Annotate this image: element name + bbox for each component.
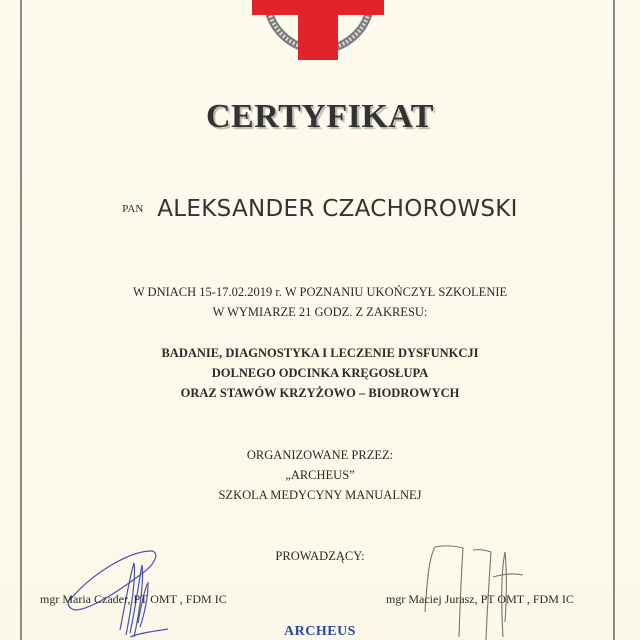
left-border-line [20,0,22,640]
body-line-2: W WYMIARZE 21 GODZ. Z ZAKRESU: [212,305,428,319]
recipient-name: ALEKSANDER CZACHOROWSKI [157,196,518,222]
archeus-cross-logo-icon [240,0,400,70]
salutation: PAN [122,203,144,215]
recipient-row [0,196,640,222]
certificate-title: CERTYFIKAT [206,98,434,135]
course-line-2: DOLNEGO ODCINKA KRĘGOSŁUPA [211,366,429,380]
instructors-label: PROWADZĄCY: [275,549,365,563]
organizer-label: ORGANIZOWANE PRZEZ: [246,448,394,462]
body-line-1: W DNIACH 15-17.02.2019 r. W POZNANIU UKOŃCZYŁ SZKOLENIE [132,285,508,299]
instructor-left-name: mgr Maria Czader, PT OMT , FDM IC [40,592,227,606]
course-line-1: BADANIE, DIAGNOSTYKA I LECZENIE DYSFUNKCJI [161,346,479,360]
course-line-3: ORAZ STAWÓW KRZYŻOWO – BIODROWYCH [180,386,460,400]
instructor-right-name: mgr Maciej Jurasz, PT OMT , FDM IC [386,592,574,606]
right-border-line [613,0,615,640]
footer-brand: ARCHEUS [284,624,356,639]
organizer-name: „ARCHEUS” [285,468,355,482]
organizer-description: SZKOLA MEDYCYNY MANUALNEJ [218,488,422,502]
